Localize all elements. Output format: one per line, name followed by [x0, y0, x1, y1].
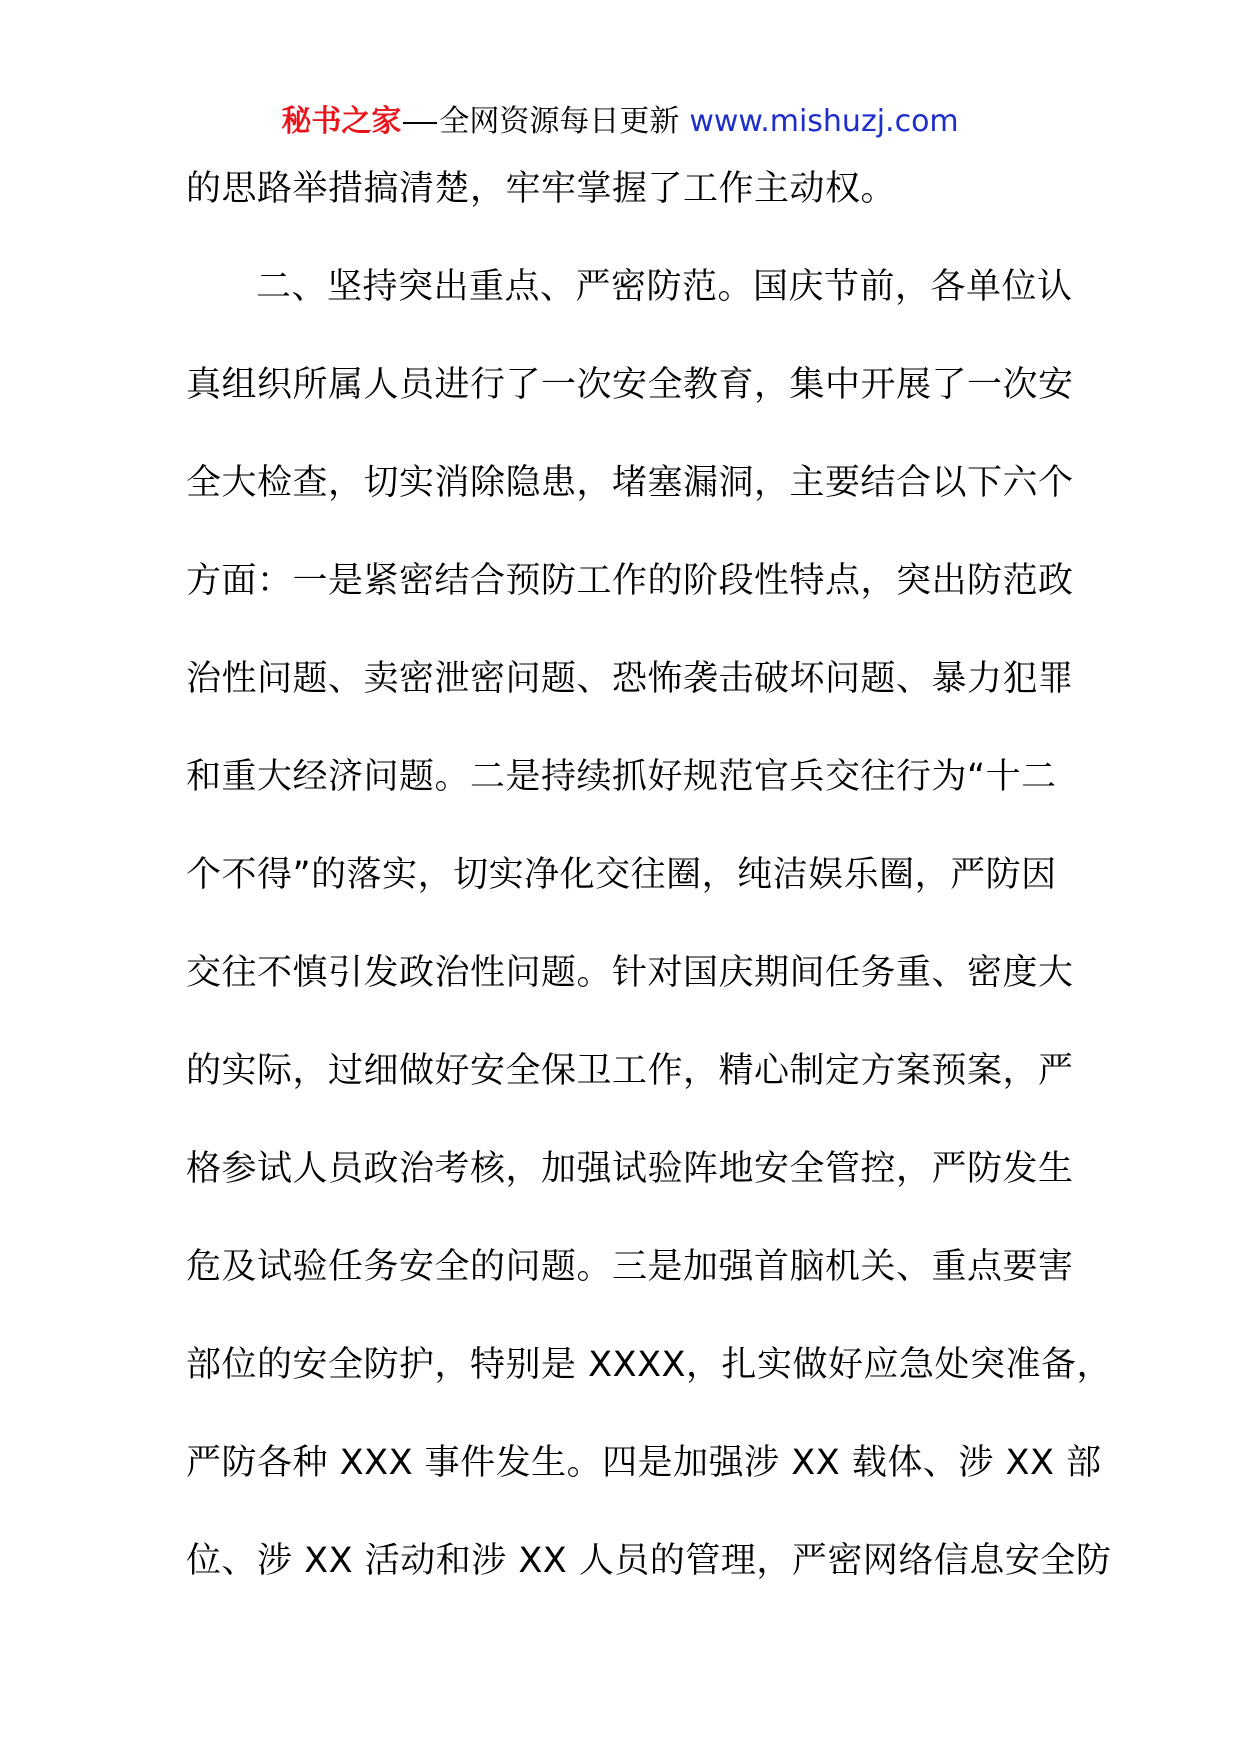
header-dash [403, 122, 437, 124]
text-line: 部位的安全防护，特别是 XXXX，扎实做好应急处突准备， [186, 1345, 1113, 1385]
site-brand: 秘书之家 [281, 104, 402, 139]
section-heading-line: 二、坚持突出重点、严密防范。国庆节前，各单位认 [256, 267, 1073, 307]
watermark-header [0, 102, 1240, 142]
site-slogan: 全网资源每日更新 [439, 104, 680, 139]
document-body [186, 166, 1113, 1636]
text-line: 严防各种 XXX 事件发生。四是加强涉 XX 载体、涉 XX 部 [186, 1443, 1102, 1483]
text-line: 方面：一是紧密结合预防工作的阶段性特点，突出防范政 [186, 561, 1074, 601]
text-line: 的实际，过细做好安全保卫工作，精心制定方案预案，严 [186, 1051, 1074, 1091]
text-line: 真组织所属人员进行了一次安全教育，集中开展了一次安 [186, 365, 1074, 405]
text-line: 危及试验任务安全的问题。三是加强首脑机关、重点要害 [186, 1247, 1074, 1287]
text-line: 和重大经济问题。二是持续抓好规范官兵交往行为“十二 [186, 757, 1057, 797]
text-line: 全大检查，切实消除隐患，堵塞漏洞，主要结合以下六个 [186, 463, 1074, 503]
text-line: 格参试人员政治考核，加强试验阵地安全管控，严防发生 [186, 1149, 1074, 1189]
text-line: 交往不慎引发政治性问题。针对国庆期间任务重、密度大 [186, 953, 1074, 993]
site-url: www.mishuzj.com [689, 104, 959, 139]
text-line: 个不得”的落实，切实净化交往圈，纯洁娱乐圈，严防因 [186, 855, 1057, 895]
text-line: 的思路举措搞清楚，牢牢掌握了工作主动权。 [186, 169, 897, 209]
text-line: 位、涉 XX 活动和涉 XX 人员的管理，严密网络信息安全防 [186, 1541, 1112, 1581]
text-line: 治性问题、卖密泄密问题、恐怖袭击破坏问题、暴力犯罪 [186, 659, 1074, 699]
